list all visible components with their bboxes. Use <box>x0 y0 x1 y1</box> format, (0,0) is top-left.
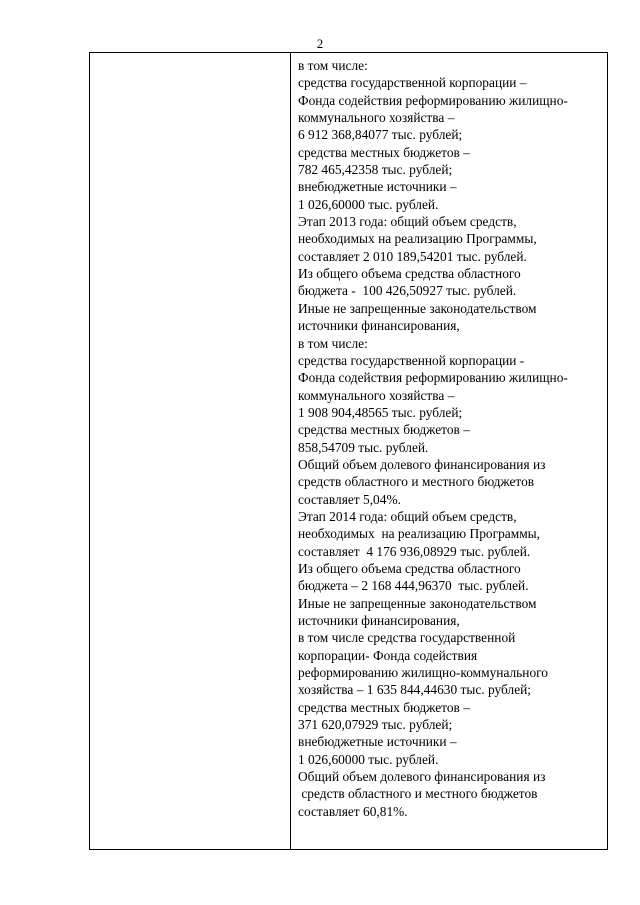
program-funding-table <box>89 52 608 850</box>
text-line: Из общего объема средства областного <box>298 266 521 282</box>
text-line: корпорации- Фонда содействия <box>298 647 478 663</box>
text-line: Из общего объема средства областного <box>298 560 521 576</box>
text-line: Общий объем долевого финансирования из <box>298 456 546 472</box>
text-line: средства местных бюджетов – <box>298 144 470 160</box>
text-line: необходимых на реализацию Программы, <box>298 526 541 542</box>
text-line: средств областного и местного бюджетов <box>298 786 538 802</box>
text-line: коммунального хозяйства – <box>298 110 455 126</box>
funding-text-block <box>291 53 607 820</box>
text-line: Общий объем долевого финансирования из <box>298 769 546 785</box>
text-line: 1 026,60000 тыс. рублей. <box>298 196 439 212</box>
text-line: составляет 2 010 189,54201 тыс. рублей. <box>298 248 527 264</box>
text-line: 782 465,42358 тыс. рублей; <box>298 162 453 178</box>
text-line: в том числе: <box>298 58 368 73</box>
text-line: необходимых на реализацию Программы, <box>298 231 537 247</box>
text-line: составляет 4 176 936,08929 тыс. рублей. <box>298 543 531 559</box>
text-line: Этап 2013 года: общий объем средств, <box>298 214 517 230</box>
text-line: составляет 60,81%. <box>298 803 408 819</box>
text-line: средства государственной корпорации – <box>298 75 527 91</box>
text-line: Этап 2014 года: общий объем средств, <box>298 508 517 524</box>
text-line: средства государственной корпорации - <box>298 352 525 368</box>
text-line: 1 026,60000 тыс. рублей. <box>298 751 439 767</box>
right-cell-funding-text <box>291 53 608 850</box>
left-cell-empty <box>90 53 291 850</box>
text-line: Фонда содействия реформированию жилищно- <box>298 370 568 386</box>
text-line: 6 912 368,84077 тыс. рублей; <box>298 127 463 143</box>
text-line: средства местных бюджетов – <box>298 699 470 715</box>
page-number: 2 <box>316 36 324 51</box>
text-line: в том числе: <box>298 335 368 351</box>
text-line: 1 908 904,48565 тыс. рублей; <box>298 404 463 420</box>
text-line: хозяйства – 1 635 844,44630 тыс. рублей; <box>298 682 532 698</box>
text-line: источники финансирования, <box>298 613 460 628</box>
text-line: в том числе средства государственной <box>298 630 516 646</box>
text-line: бюджета - 100 426,50927 тыс. рублей. <box>298 283 517 299</box>
text-line: Иные не запрещенные законодательством <box>298 300 537 316</box>
text-line: Фонда содействия реформированию жилищно- <box>298 92 568 108</box>
text-line: средств областного и местного бюджетов <box>298 474 535 490</box>
text-line: коммунального хозяйства – <box>298 387 455 403</box>
text-line: составляет 5,04%. <box>298 491 401 507</box>
text-line: 858,54709 тыс. рублей. <box>298 439 429 455</box>
text-line: реформированию жилищно-коммунального <box>298 665 549 681</box>
text-line: источники финансирования, <box>298 318 460 334</box>
text-line: внебюджетные источники – <box>298 179 457 195</box>
text-line: средства местных бюджетов – <box>298 422 470 438</box>
text-line: Иные не запрещенные законодательством <box>298 595 537 611</box>
table-row <box>90 53 608 850</box>
text-line: 371 620,07929 тыс. рублей; <box>298 717 453 733</box>
text-line: внебюджетные источники – <box>298 734 457 750</box>
text-line: бюджета – 2 168 444,96370 тыс. рублей. <box>298 578 529 594</box>
